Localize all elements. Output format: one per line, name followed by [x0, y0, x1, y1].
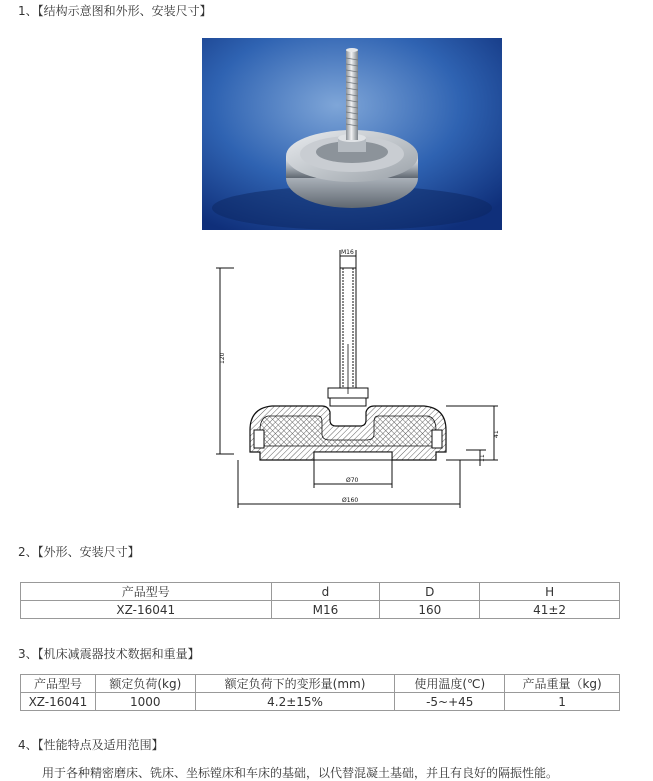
- product-photo-image: [202, 38, 502, 230]
- table-cell: -5~+45: [395, 693, 505, 711]
- dim-label-d160: Ø160: [342, 497, 359, 504]
- table-cell: 160: [380, 601, 480, 619]
- table-header-cell: 额定负荷下的变形量(mm): [195, 675, 395, 693]
- table-header-cell: 产品型号: [21, 583, 272, 601]
- section-heading-structure: 1、【结构示意图和外形、安装尺寸】: [18, 4, 212, 18]
- dim-label-m16: M16: [341, 249, 354, 256]
- section-heading-features: 4、【性能特点及适用范围】: [18, 738, 164, 752]
- table-cell: M16: [271, 601, 380, 619]
- table-header-cell: d: [271, 583, 380, 601]
- dimensions-table: [20, 582, 620, 619]
- section-heading-technical-data: 3、【机床减震器技术数据和重量】: [18, 647, 200, 661]
- technical-drawing: [210, 244, 506, 512]
- table-header-cell: 产品型号: [21, 675, 96, 693]
- table-header-cell: 额定负荷(kg): [95, 675, 195, 693]
- table-cell: XZ-16041: [21, 601, 272, 619]
- dim-label-height: 120: [219, 352, 226, 364]
- table-cell: 4.2±15%: [195, 693, 395, 711]
- table-header-cell: H: [480, 583, 620, 601]
- dim-label-d70: Ø70: [346, 477, 359, 484]
- dim-label-h11: 11: [479, 454, 486, 462]
- table-header-row: [21, 583, 620, 601]
- table-header-cell: 使用温度(℃): [395, 675, 505, 693]
- technical-drawing-svg: [210, 244, 506, 512]
- section-heading-dimensions: 2、【外形、安装尺寸】: [18, 545, 140, 559]
- table-header-cell: D: [380, 583, 480, 601]
- table-cell: XZ-16041: [21, 693, 96, 711]
- technical-data-table: [20, 674, 620, 711]
- table-header-row: [21, 675, 620, 693]
- table-header-cell: 产品重量（kg): [505, 675, 620, 693]
- dim-label-h41: 41: [493, 430, 500, 438]
- table-cell: 41±2: [480, 601, 620, 619]
- table-cell: 1000: [95, 693, 195, 711]
- product-photo: [202, 38, 502, 230]
- table-row: [21, 601, 620, 619]
- table-cell: 1: [505, 693, 620, 711]
- table-row: [21, 693, 620, 711]
- features-description: 用于各种精密磨床、铣床、坐标镗床和车床的基础，以代替混凝土基础，并且有良好的隔振性能。: [42, 766, 559, 780]
